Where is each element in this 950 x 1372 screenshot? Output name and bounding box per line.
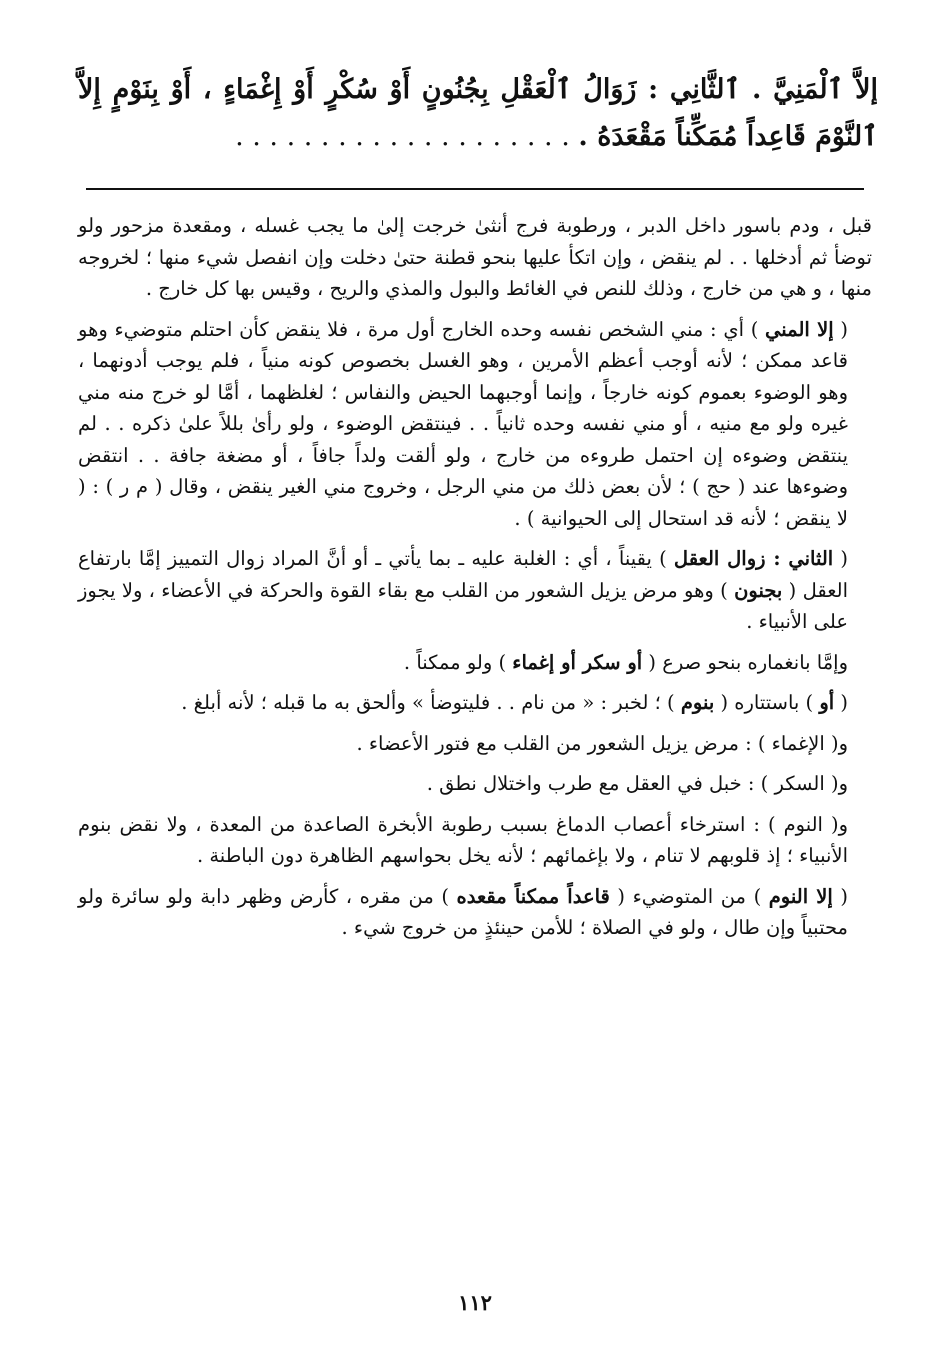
p5-bold-term-1: أو [819,691,835,714]
p3-text-1: ) يقيناً ، أي : الغلبة عليه ـ بما يأتي ـ أو أنَّ المراد زوال التمييز إمَّا بارتفاع العقل ( [78,547,848,602]
p5-text-1: ) باستتاره ( [714,691,820,714]
commentary-text [78,210,872,953]
p8-text: و( النوم ) : استرخاء أعصاب الدماغ بسبب رطوبة الأبخرة الصاعدة من المعدة ، ولا نقض بنوم الأنبياء ؛ إذ قلوبهم لا تنام ، ولا بإغمائهم ؛ لأنه يخل بحواسهم الظاهرة دون الباطنة . [78,812,848,867]
p4-bold-term: أو سكر أو إغماء [512,650,643,674]
p3-text-2: ) وهو مرض يزيل الشعور من القلب مع بقاء القوة والحركة في الأعضاء ، ولا يجوز على الأنبياء . [78,578,848,633]
commentary-paragraph-9 [78,881,872,944]
commentary-paragraph-8 [78,809,872,872]
p4-text-1: وإمَّا بانغماره بنحو صرع ( [642,650,848,674]
divider-line [86,188,864,190]
commentary-paragraph-2 [78,314,872,535]
matn-dots: . . . . . . . . . . . . . . . . . . . . [235,121,579,152]
matn-text-a: إلاَّ ٱلْمَنِيَّ . [740,74,879,105]
p3-bold-term-1: الثاني : زوال العقل [673,547,834,570]
p9-text-2: ) من مقره ، كأرض وظهر دابة ولو سائرة ولو محتبياً وإن طال ، ولو في الصلاة ؛ للأمن حينئذٍ من خروج شيء . [78,884,848,939]
p3-open: ( [833,547,848,570]
commentary-paragraph-1 [78,210,872,305]
p1-text: قبل ، ودم باسور داخل الدبر ، ورطوبة فرج أنثىٰ خرجت إلىٰ ما يجب غسله ، ومقعدة مزحور ولو توضأ ثم أدخلها . . لم ينقض ، وإن اتكأ عليها بنحو قطنة حتىٰ دخلت وإن انفصل شيء منها ؛ لخروجه منها ، و هي من خارج ، وذلك للنص في الغائط والبول والمذي والريح ، وقيس بها كل خارج . [78,214,872,300]
commentary-paragraph-4 [78,647,872,679]
p5-text-2: ) ؛ لخبر : « من نام . . فليتوضأ » وألحق به ما قبله ؛ لأنه أبلغ . [181,691,681,714]
p9-bold-term-2: قاعداً ممكناً مقعده [456,884,610,908]
p2-text: ) أي : مني الشخص نفسه وحده الخارج أول مرة ، فلا ينقض كأن احتلم متوضيء وهو قاعد ممكن ؛ لأنه أوجب أعظم الأمرين ، وهو الغسل بخصوص كونه منياً ، فلم يوجب أدونهما ، وهو الوضوء بعموم كونه خارجاً ، وإنما أوجبهما الحيض والنفاس ؛ لغلظهما ، أمَّا لو خرج منه مني غيره ولو مع منيه ، أو مني نفسه وحده ثانياً . . فينتقض الوضوء ، ولو رأىٰ بللاً علىٰ ذكره . . لم ينتقض وضوءه إن احتمل طروءه من خارج ، ولو ألقت ولداً جافاً ، أو مضغة جافة . . انتقض وضوءها عند ( حج ) ؛ لأن بعض ذلك من مني الرجل ، وخروج مني الغير ينقض ، وقال ( م ر ) : ( لا ينقض ؛ لأنه قد استحال إلى الحيوانية ) . [78,317,848,530]
matn-text [78,66,878,160]
p5-bold-term-2: بنوم [680,691,715,714]
page-number: ١١٢ [458,1290,492,1315]
p9-text-1: ) من المتوضيء ( [609,884,769,908]
p4-text-2: ) ولو ممكناً . [403,650,513,674]
p6-text: و( الإغماء ) : مرض يزيل الشعور من القلب مع فتور الأعضاء . [356,731,848,755]
matn-text-b: : زَوَالُ ٱلْعَقْلِ بِجُنُونٍ أَوْ سُكْرٍ أَوْ إِغْمَاءٍ ، أَوْ بِنَوْمٍ إِلاَّ ٱلنَّوْمَ قَاعِداً مُمَكِّناً مَقْعَدَهُ . [78,74,878,152]
commentary-paragraph-6 [78,728,872,760]
commentary-paragraph-5 [78,687,872,719]
matn-label-second: ٱلثَّانِي [669,74,741,105]
p9-open: ( [832,884,848,908]
p3-bold-term-2: بجنون [734,578,783,602]
p7-text: و( السكر ) : خبل في العقل مع طرب واختلال نطق . [426,772,848,795]
commentary-paragraph-3 [78,543,872,638]
commentary-paragraph-7 [78,768,872,800]
p2-bold-term: إلا المني [765,317,834,341]
p2-open: ( [833,317,848,341]
p9-bold-term-1: إلا النوم [768,884,833,908]
p5-open: ( [834,691,848,714]
